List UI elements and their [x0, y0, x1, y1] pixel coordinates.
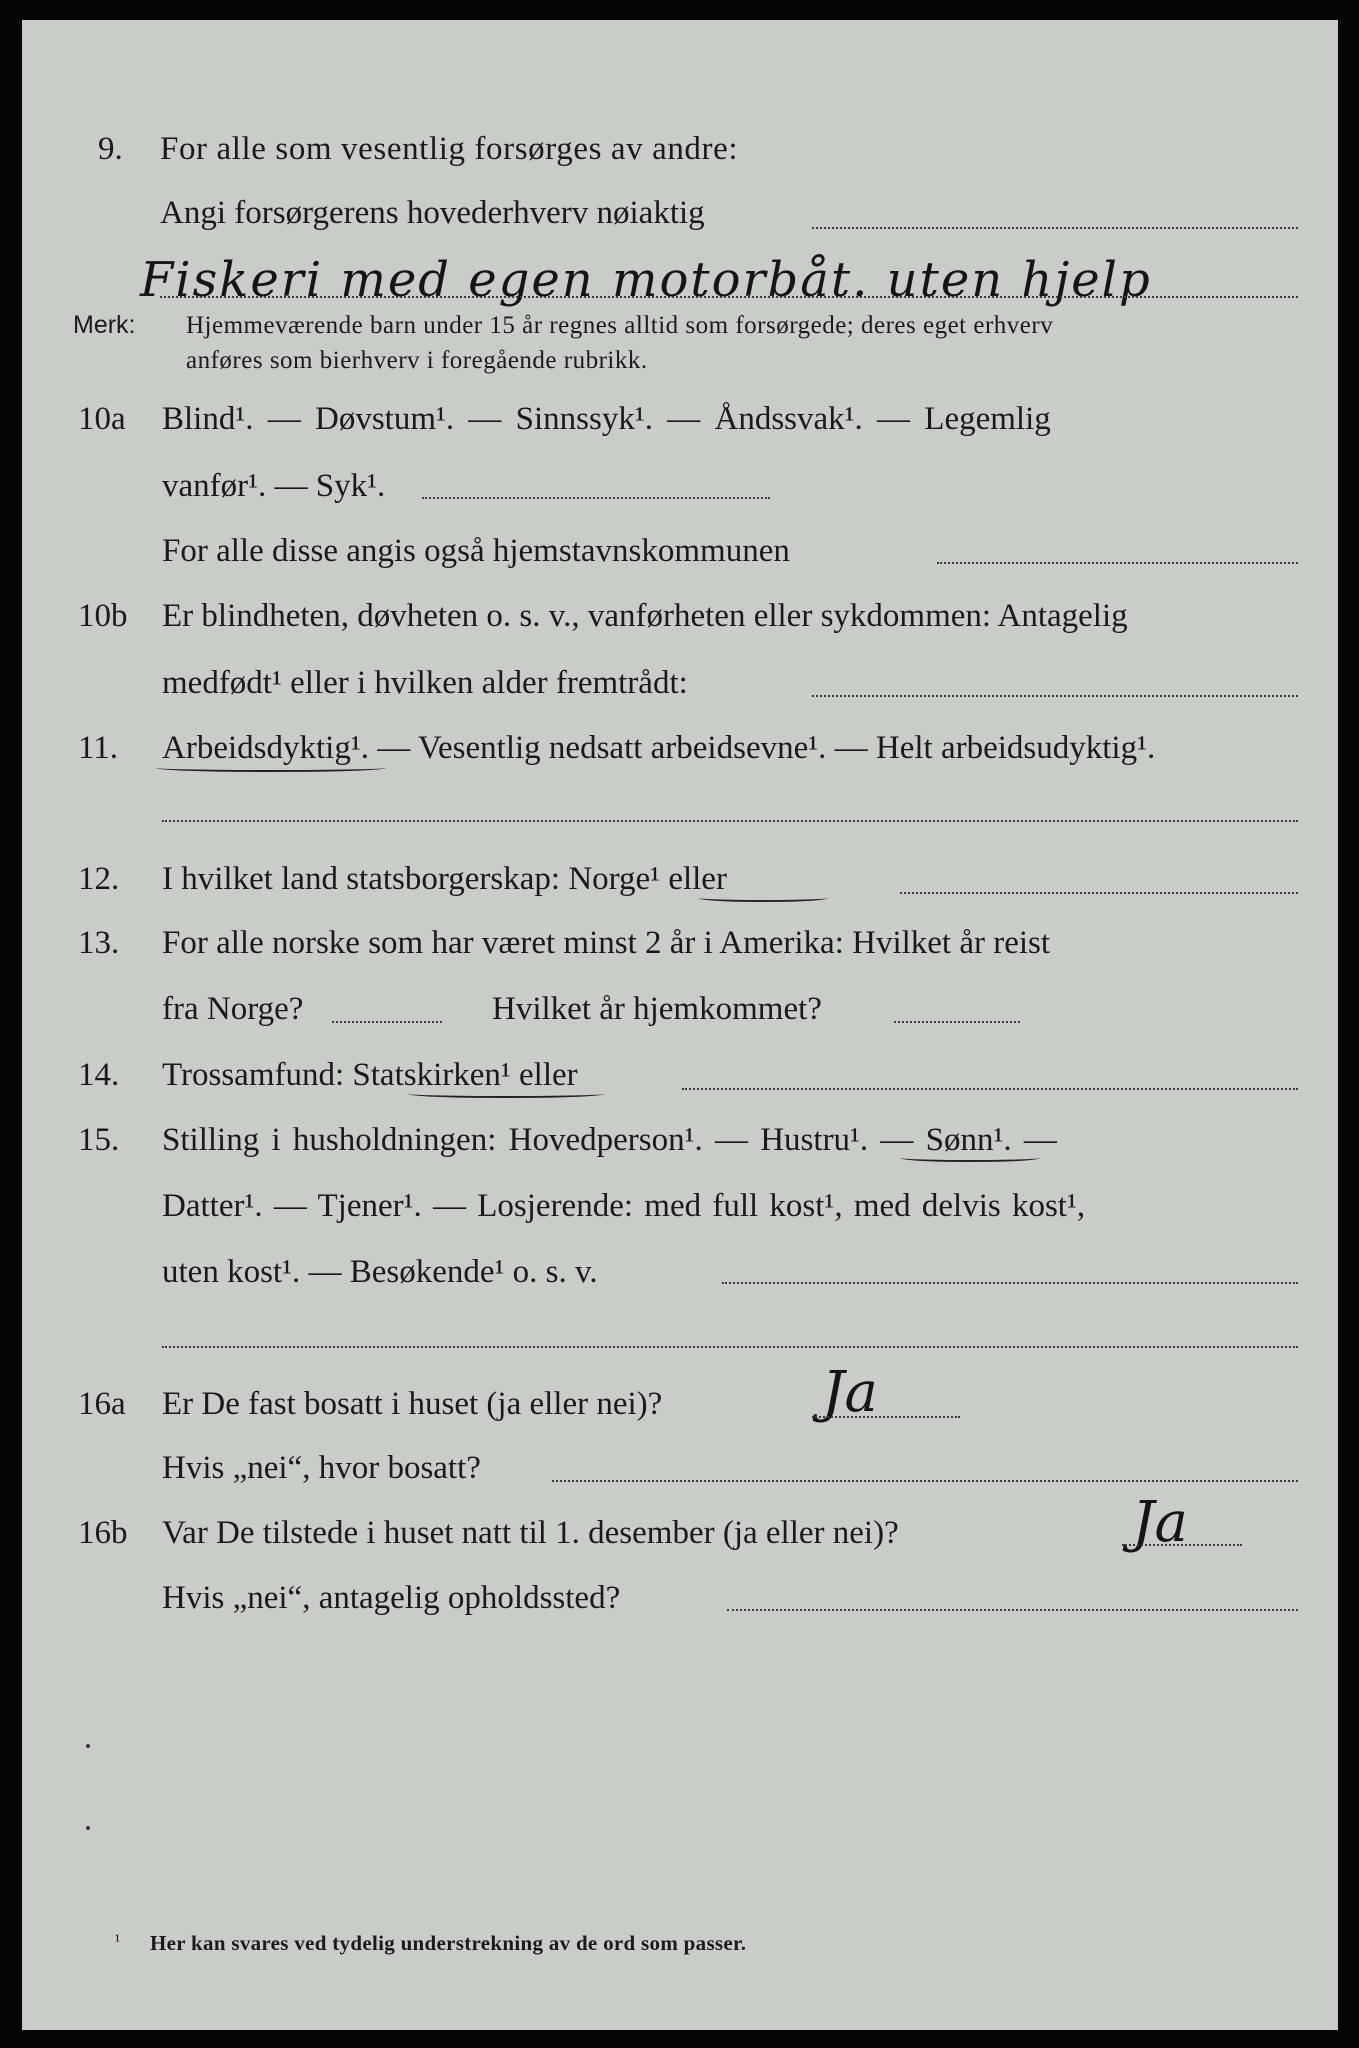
stray-mark: [86, 1826, 90, 1830]
q11-underline-mark: [156, 764, 386, 772]
q13-text-line2b: Hvilket år hjemkommet?: [492, 991, 822, 1027]
q16b-handwritten-answer: Ja: [1132, 1490, 1188, 1555]
q13-number: 13.: [78, 925, 120, 961]
q15-text-line2: Datter¹. — Tjener¹. — Losjerende: med full kost¹, med delvis kost¹,: [162, 1188, 1086, 1224]
q14-answer-line: [682, 1088, 1298, 1090]
q13-answer-line-1: [332, 1021, 442, 1023]
q16b-number: 16b: [78, 1515, 128, 1551]
q10a-answer-line-2: [937, 562, 1298, 564]
stray-mark: [86, 1744, 90, 1748]
q10a-text-line1: Blind¹. — Døvstum¹. — Sinnssyk¹. — Åndssvak¹. — Legemlig: [162, 401, 1051, 437]
q16b-text-line2: Hvis „nei“, antagelig opholdssted?: [162, 1580, 621, 1616]
q15-number: 15.: [78, 1122, 120, 1158]
q15-answer-line-2: [162, 1346, 1298, 1348]
q10a-answer-line-1: [422, 497, 770, 499]
q12-text-line1: I hvilket land statsborgerskap: Norge¹ eller: [162, 861, 727, 897]
q15-answer-line-1: [722, 1282, 1298, 1284]
q10a-text-line3: For alle disse angis også hjemstavnskommunen: [162, 533, 790, 569]
q9-answer-line-1: [812, 227, 1298, 229]
q16a-answer-line-2: [552, 1480, 1298, 1482]
q10b-text-line1: Er blindheten, døvheten o. s. v., vanførheten eller sykdommen: Antagelig: [162, 598, 1128, 634]
q16a-text-line1: Er De fast bosatt i huset (ja eller nei)?: [162, 1386, 663, 1422]
q9-number: 9.: [98, 131, 123, 167]
merk-text-line1: Hjemmeværende barn under 15 år regnes alltid som forsørgede; deres eget erhverv: [186, 312, 1054, 339]
q11-answer-line: [162, 820, 1298, 822]
q14-text-line1: Trossamfund: Statskirken¹ eller: [162, 1057, 578, 1093]
q9-answer-line-2: [160, 296, 1298, 298]
merk-text-line2: anføres som bierhverv i foregående rubrikk.: [186, 347, 648, 374]
q9-text-line1: For alle som vesentlig forsørges av andre:: [160, 131, 739, 167]
q10a-text-line2: vanfør¹. — Syk¹.: [162, 468, 386, 504]
q13-text-line2a: fra Norge?: [162, 991, 304, 1027]
footnote-text: Her kan svares ved tydelig understrekning av de ord som passer.: [150, 1931, 747, 1955]
q13-text-line1: For alle norske som har været minst 2 år i Amerika: Hvilket år reist: [162, 925, 1051, 961]
q12-answer-line: [900, 892, 1298, 894]
q15-text-line1: Stilling i husholdningen: Hovedperson¹. — Hustru¹. — Sønn¹. —: [162, 1122, 1057, 1158]
q15-text-line3: uten kost¹. — Besøkende¹ o. s. v.: [162, 1254, 598, 1290]
q16a-answer-line-1: [812, 1416, 960, 1418]
q15-underline-mark: [900, 1154, 1040, 1162]
q11-number: 11.: [78, 730, 119, 766]
q9-handwritten-answer: Fiskeri med egen motorbåt. uten hjelp: [140, 252, 1152, 308]
q14-underline-mark: [408, 1090, 604, 1098]
q9-text-line2: Angi forsørgerens hovederhverv nøiaktig: [160, 195, 705, 231]
q11-text-line1: Arbeidsdyktig¹. — Vesentlig nedsatt arbeidsevne¹. — Helt arbeidsudyktig¹.: [162, 730, 1156, 766]
q16b-answer-line: [1122, 1544, 1242, 1546]
q10b-text-line2: medfødt¹ eller i hvilken alder fremtrådt:: [162, 665, 688, 701]
q13-answer-line-2: [894, 1021, 1020, 1023]
merk-label: Merk:: [73, 311, 136, 339]
census-form-page: [22, 20, 1338, 2030]
q16a-handwritten-answer: Ja: [822, 1360, 878, 1425]
q10b-number: 10b: [78, 598, 128, 634]
footnote-mark: ¹: [115, 1931, 121, 1950]
q16a-text-line2: Hvis „nei“, hvor bosatt?: [162, 1450, 481, 1486]
q10b-answer-line: [812, 695, 1298, 697]
q16b-answer-line-2: [727, 1609, 1298, 1611]
q16b-text-line1: Var De tilstede i huset natt til 1. desember (ja eller nei)?: [162, 1515, 899, 1551]
q12-number: 12.: [78, 861, 120, 897]
q12-underline-mark: [698, 894, 828, 902]
q16a-number: 16a: [78, 1386, 126, 1422]
q14-number: 14.: [78, 1057, 120, 1093]
q10a-number: 10a: [78, 401, 126, 437]
